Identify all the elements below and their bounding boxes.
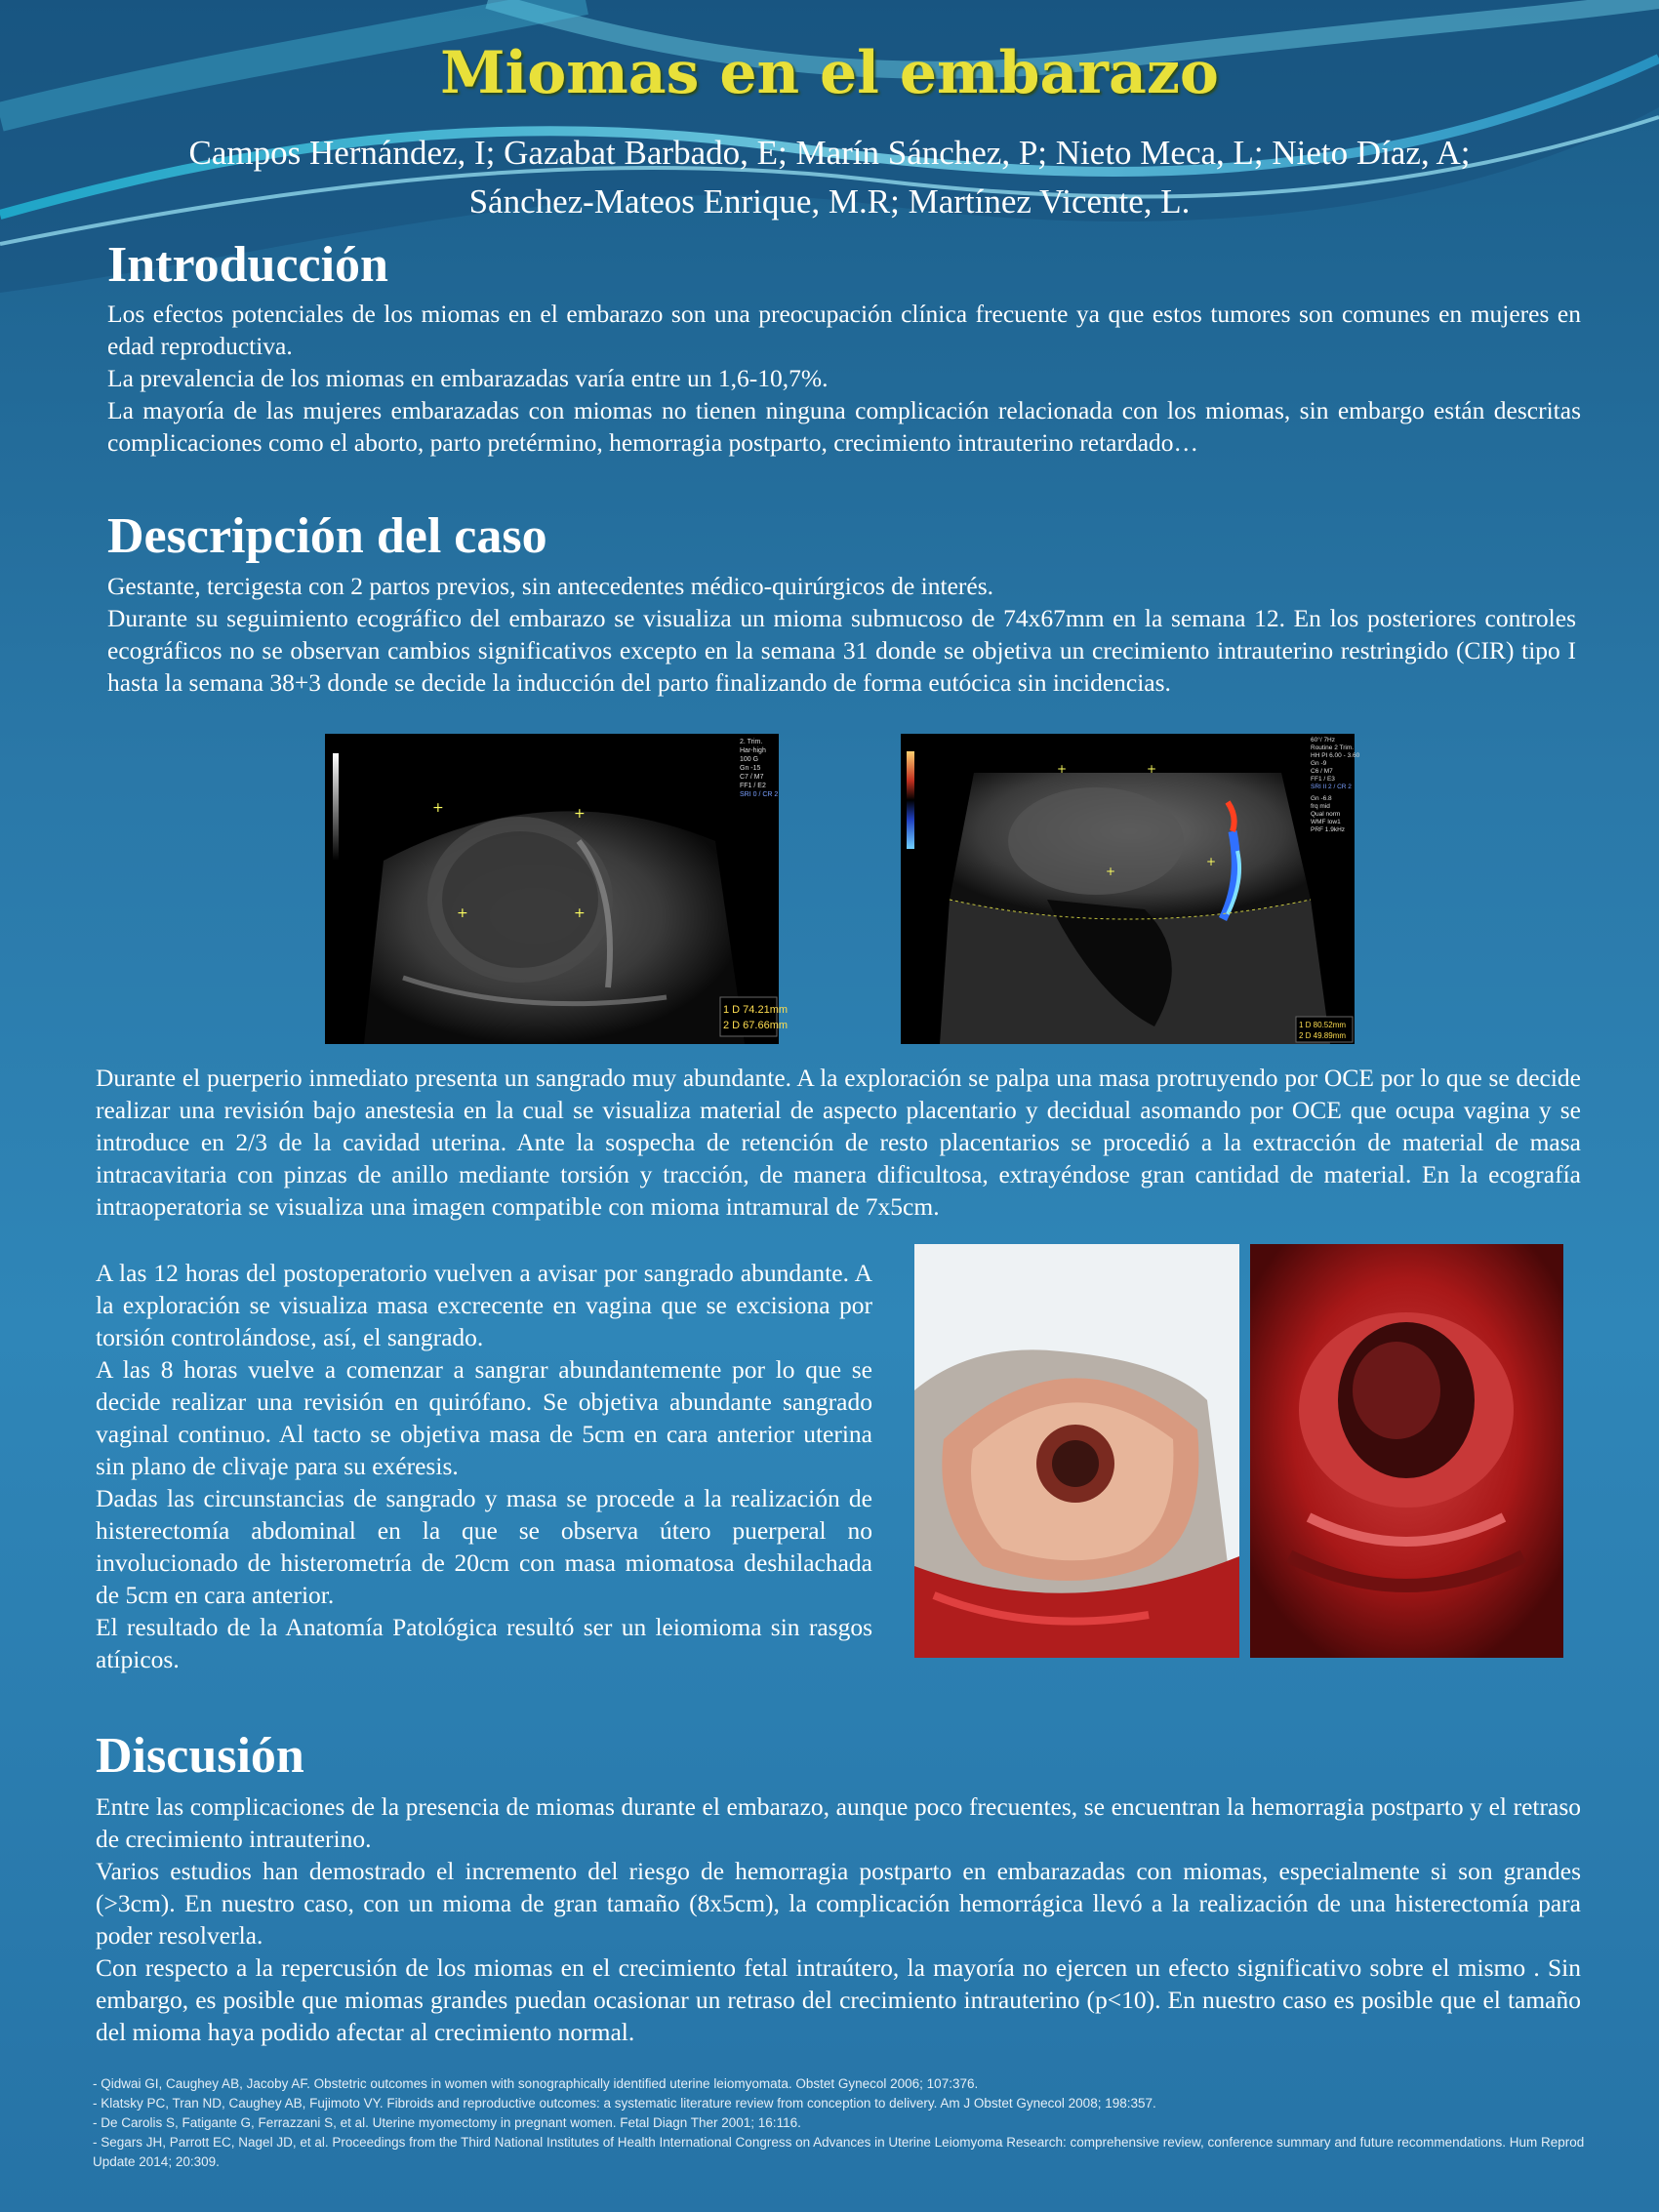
us2-info: PRF 1.9kHz bbox=[1311, 826, 1346, 833]
case-paragraph: Durante su seguimiento ecográfico del embarazo se visualiza un mioma submucoso de 74x67mm en la semana 12. En los posteriores controles ecográficos no se observan cambios significativos excepto en la semana 31 donde se objetiva un crecimiento intrauterino restringido (CIR) tipo I hasta la semana 38+3 donde se decide la inducción del parto finalizando de forma eutócica sin incidencias. bbox=[107, 604, 1576, 697]
us1-info: 100 G bbox=[740, 756, 759, 763]
reference-item: - Segars JH, Parrott EC, Nagel JD, et al. Proceedings from the Third National Institutes of Health International Congress on Advances in Uterine Leiomyoma Research: comprehensive review, conference summary and future recommendations. Hum Reprod Update 2014; 20:309. bbox=[93, 2135, 1585, 2169]
case-column-paragraph: A las 12 horas del postoperatorio vuelven a avisar por sangrado abundante. A la exploración se visualiza masa excrecente en vagina que se excisiona por torsión controlándose, así, el sangrado. bbox=[96, 1259, 872, 1351]
us2-info: Gn -9 bbox=[1311, 760, 1327, 767]
us2-info: SRI II 2 / CR 2 bbox=[1311, 784, 1352, 790]
reference-item: - Klatsky PC, Tran ND, Caughey AB, Fujimoto VY. Fibroids and reproductive outcomes: a systematic literature review from conception to delivery. Am J Obstet Gynecol 2008; 198:357. bbox=[93, 2096, 1156, 2111]
case-paragraph-3: Durante el puerperio inmediato presenta un sangrado muy abundante. A la exploración se palpa una masa protruyendo por OCE por lo que se decide realizar una revisión bajo anestesia en la cual se visualiza material de aspecto placentario y decidual asomando por OCE que ocupa vagina y se introduce en 2/3 de la cavidad uterina. Ante la sospecha de retención de resto placentarios se procedió a la extracción de material de masa intracavitaria con pinzas de anillo mediante torsión y tracción, de manera dificultosa, extrayéndose gran cantidad de material. En la ecografía intraoperatoria se visualiza una imagen compatible con mioma intramural de 7x5cm. bbox=[96, 1064, 1581, 1221]
svg-text:+: + bbox=[1147, 762, 1157, 776]
discussion-paragraph: Entre las complicaciones de la presencia de miomas durante el embarazo, aunque poco frecuentes, se encuentran la hemorragia postparto y el retraso de crecimiento intrauterino. bbox=[96, 1792, 1581, 1853]
svg-text:+: + bbox=[457, 905, 468, 921]
us2-info: Qual norm bbox=[1311, 811, 1341, 818]
svg-text:+: + bbox=[574, 806, 586, 822]
us1-info: SRI 0 / CR 2 bbox=[740, 791, 779, 798]
us1-measure-2: 2 D 67.66mm bbox=[723, 1020, 789, 1031]
us1-info: Gn -15 bbox=[740, 765, 761, 772]
poster-title: Miomas en el embarazo bbox=[440, 39, 1219, 107]
svg-text:+: + bbox=[1206, 855, 1217, 868]
discussion-paragraph: Varios estudios han demostrado el incremento del riesgo de hemorragia postparto en embarazadas con miomas, especialmente si son grandes (>3cm). En nuestro caso, con un mioma de gran tamaño (8x5cm), la complicación hemorrágica llevó a la realización de una histerectomía para poder resolverla. bbox=[96, 1857, 1581, 1950]
svg-text:+: + bbox=[574, 905, 586, 921]
us1-info: Har-high bbox=[740, 747, 766, 754]
us2-info: Gn -6.8 bbox=[1311, 795, 1332, 802]
discussion-paragraph: Con respecto a la repercusión de los miomas en el crecimiento fetal intraútero, la mayoría no ejercen un efecto significativo sobre el mismo . Sin embargo, es posible que miomas grandes puedan ocasionar un retraso del crecimiento intrauterino (p<10). En nuestro caso es posible que el tamaño del mioma haya podido afectar al crecimiento normal. bbox=[96, 1953, 1581, 2046]
case-paragraph: Gestante, tercigesta con 2 partos previos, sin antecedentes médico-quirúrgicos de interés. bbox=[107, 572, 994, 600]
intro-paragraph: La mayoría de las mujeres embarazadas con miomas no tienen ninguna complicación relacionada con los miomas, sin embargo están descritas complicaciones como el aborto, parto pretérmino, hemorragia postparto, crecimiento intrauterino retardado… bbox=[107, 396, 1581, 457]
references bbox=[93, 2074, 1586, 2172]
us2-info: WMF low1 bbox=[1311, 819, 1341, 825]
case-heading: Descripción del caso bbox=[107, 508, 547, 564]
intro-paragraph: Los efectos potenciales de los miomas en el embarazo son una preocupación clínica frecuente ya que estos tumores son comunes en mujeres en edad reproductiva. bbox=[107, 300, 1581, 360]
us2-measure-1: 1 D 80.52mm bbox=[1299, 1021, 1347, 1029]
us2-info: 60°/ 7Hz bbox=[1311, 737, 1336, 744]
intro-paragraph: La prevalencia de los miomas en embarazadas varía entre un 1,6-10,7%. bbox=[107, 364, 829, 392]
case-column-paragraph: Dadas las circunstancias de sangrado y masa se procede a la realización de histerectomía abdominal en la que se observa útero puerperal no involucionado de histerometría de 20cm con masa miomatosa deshilachada de 5cm en cara anterior. bbox=[96, 1484, 872, 1609]
svg-text:+: + bbox=[432, 800, 444, 816]
svg-text:+: + bbox=[1057, 762, 1068, 776]
authors: Campos Hernández, I; Gazabat Barbado, E; Marín Sánchez, P; Nieto Meca, L; Nieto Díaz, A; Sánchez-Mateos Enrique, M.R; Martínez Vicente, L. bbox=[188, 134, 1471, 221]
svg-text:+: + bbox=[1106, 865, 1116, 878]
us2-info: Routine 2 Trim. bbox=[1311, 744, 1355, 751]
us2-info: C6 / M7 bbox=[1311, 768, 1333, 775]
us2-info: FF1 / E3 bbox=[1311, 776, 1335, 783]
us1-info: 2. Trim. bbox=[740, 739, 763, 745]
intro-heading: Introducción bbox=[107, 237, 388, 293]
intro-text bbox=[107, 298, 1581, 459]
us1-info: FF1 / E2 bbox=[740, 783, 766, 789]
reference-item: - Qidwai GI, Caughey AB, Jacoby AF. Obstetric outcomes in women with sonographically identified uterine leiomyomata. Obstet Gynecol 2006; 107:376. bbox=[93, 2076, 979, 2091]
surgical-photo-1 bbox=[914, 1244, 1239, 1658]
us2-info: HH PI 6.00 - 3.60 bbox=[1311, 752, 1360, 759]
case-column-paragraph: A las 8 horas vuelve a comenzar a sangrar abundantemente por lo que se decide realizar una revisión en quirófano. Se objetiva abundante sangrado vaginal continuo. Al tacto se objetiva masa de 5cm en cara anterior uterina sin plano de clivaje para su exéresis. bbox=[96, 1355, 872, 1480]
discussion-text bbox=[96, 1790, 1581, 2048]
case-left-column bbox=[96, 1257, 872, 1675]
us1-info: C7 / M7 bbox=[740, 774, 764, 781]
us2-info: frq mid bbox=[1311, 803, 1330, 810]
case-column-paragraph: El resultado de la Anatomía Patológica resultó ser un leiomioma sin rasgos atípicos. bbox=[96, 1613, 872, 1673]
ultrasound-image-1 bbox=[325, 734, 789, 1044]
reference-item: - De Carolis S, Fatigante G, Ferrazzani S, et al. Uterine myomectomy in pregnant women. Fetal Diagn Ther 2001; 16:116. bbox=[93, 2115, 801, 2130]
us1-measure-1: 1 D 74.21mm bbox=[723, 1004, 789, 1016]
ultrasound-image-2 bbox=[901, 734, 1360, 1044]
us2-measure-2: 2 D 49.89mm bbox=[1299, 1031, 1347, 1040]
case-text bbox=[107, 570, 1576, 699]
discussion-heading: Discusión bbox=[96, 1728, 304, 1784]
surgical-photo-2 bbox=[1250, 1244, 1563, 1658]
